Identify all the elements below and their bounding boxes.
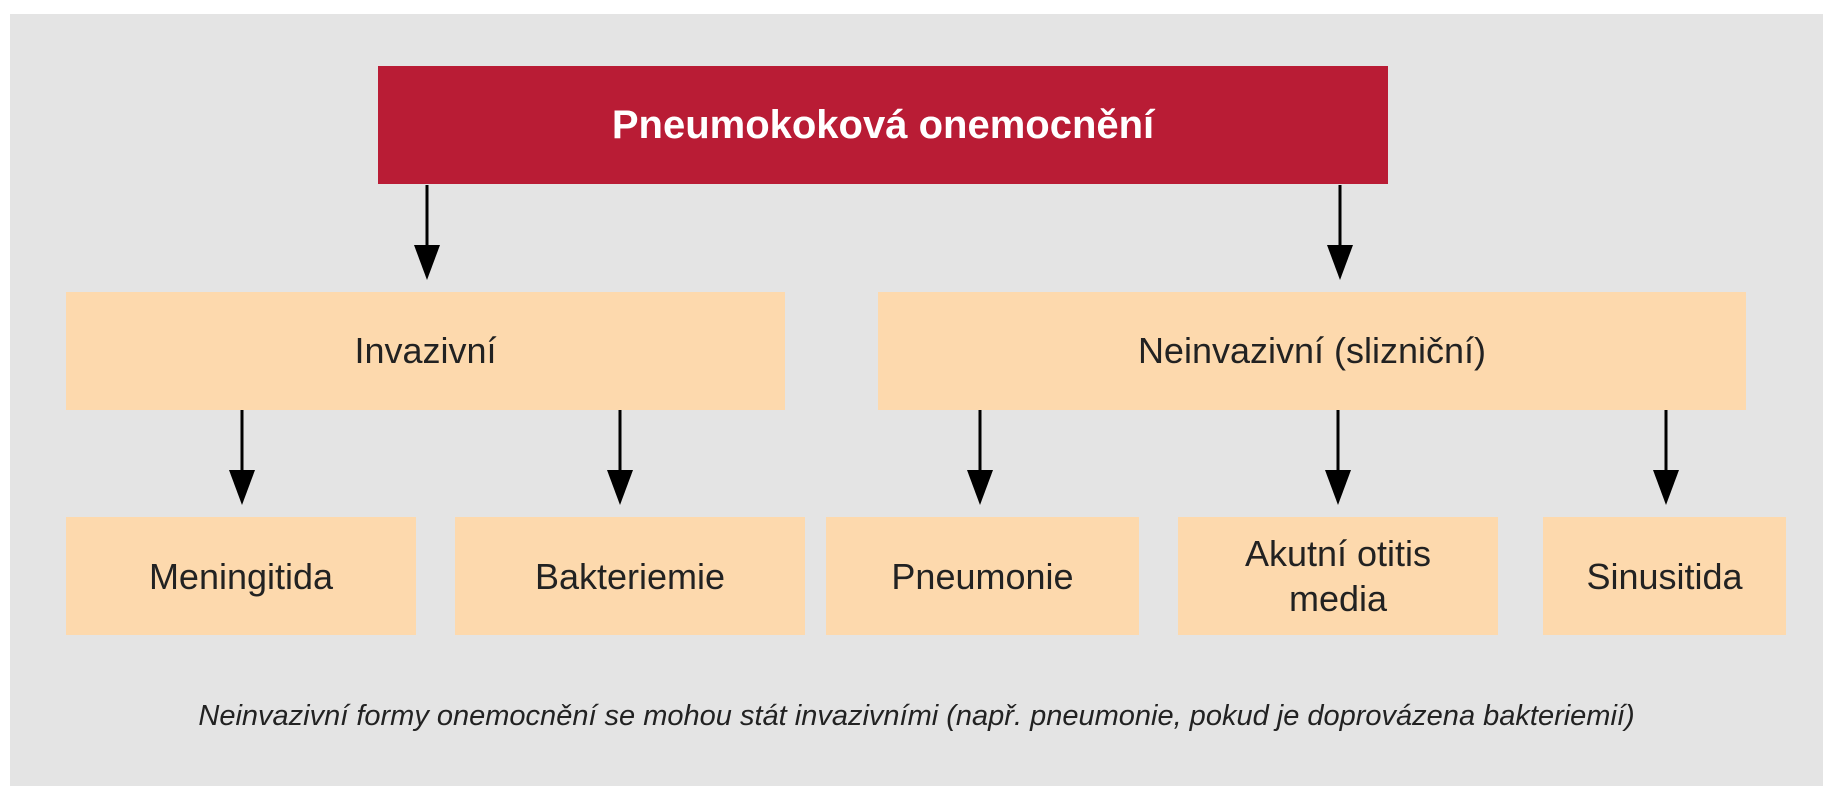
arrow-root-to-noninvasive: [1327, 185, 1353, 280]
arrow-root-to-invasive: [414, 185, 440, 280]
arrow-noninvasive-to-otitis: [1325, 410, 1351, 505]
root-label: Pneumokoková onemocnění: [611, 102, 1155, 147]
leaf-bacteremia: [455, 517, 805, 635]
leaf-sinusitis: [1543, 517, 1786, 635]
category-noninvasive-label: Neinvazivní (slizniční): [1137, 330, 1487, 371]
arrow-noninvasive-to-sinusitis: [1653, 410, 1679, 505]
leaf-meningitis-label: Meningitida: [148, 555, 334, 597]
leaf-otitis-label: Akutní otitis media: [1244, 533, 1432, 619]
category-invasive-label: Invazivní: [354, 330, 497, 371]
category-noninvasive: [878, 292, 1746, 410]
leaf-pneumonia: [826, 517, 1139, 635]
arrow-invasive-to-meningitis: [229, 410, 255, 505]
leaf-bacteremia-label: Bakteriemie: [534, 555, 726, 597]
leaf-pneumonia-label: Pneumonie: [891, 555, 1074, 597]
footnote: Neinvazivní formy onemocnění se mohou stát invazivními (např. pneumonie, pokud je doprovázena bakteriemií): [198, 700, 1635, 732]
leaf-sinusitis-label: Sinusitida: [1586, 555, 1743, 597]
arrow-invasive-to-bacteremia: [607, 410, 633, 505]
arrow-noninvasive-to-pneumonia: [967, 410, 993, 505]
category-invasive: [66, 292, 785, 410]
leaf-meningitis: [66, 517, 416, 635]
root-node: [378, 66, 1388, 184]
leaf-otitis: [1178, 517, 1498, 635]
